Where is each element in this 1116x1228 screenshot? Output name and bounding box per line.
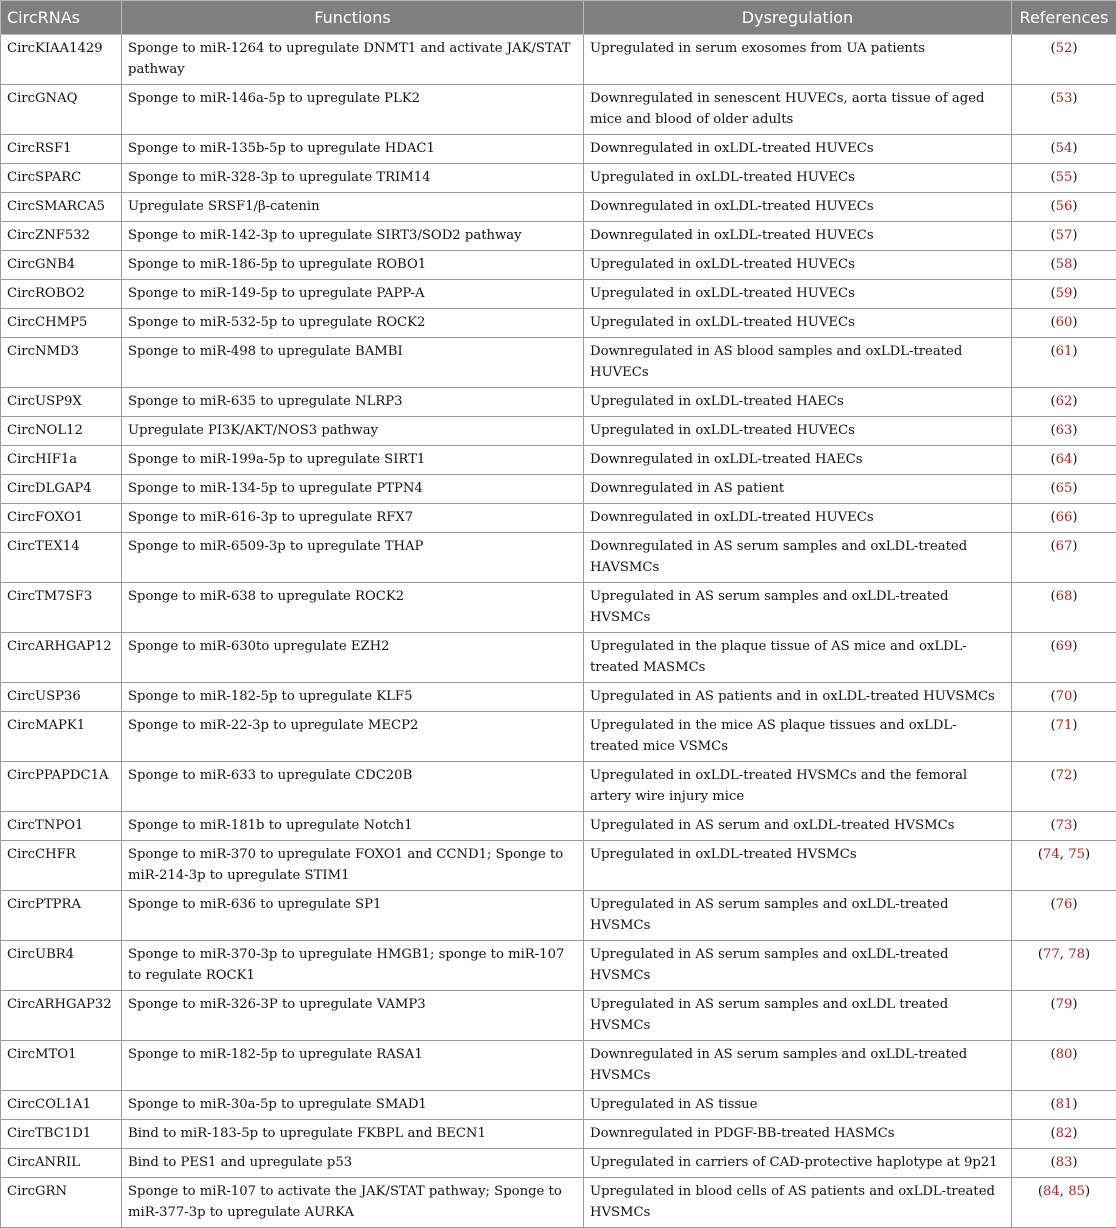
references-cell: (67) [1012, 533, 1116, 583]
reference-link[interactable]: 63 [1056, 423, 1073, 438]
circrna-name-cell: CircNOL12 [1, 417, 122, 446]
references-cell: (58) [1012, 251, 1116, 280]
table-row [1, 891, 1116, 941]
function-cell: Sponge to miR-182-5p to upregulate KLF5 [122, 683, 584, 712]
circrna-name-cell: CircCHMP5 [1, 309, 122, 338]
circrna-name-cell: CircARHGAP32 [1, 991, 122, 1041]
dysregulation-cell: Upregulated in carriers of CAD-protective haplotype at 9p21 [584, 1149, 1012, 1178]
references-cell: (63) [1012, 417, 1116, 446]
dysregulation-cell: Downregulated in senescent HUVECs, aorta tissue of aged mice and blood of older adults [584, 85, 1012, 135]
dysregulation-cell: Upregulated in serum exosomes from UA patients [584, 35, 1012, 85]
circrna-name-cell: CircPTPRA [1, 891, 122, 941]
reference-link[interactable]: 74 [1043, 847, 1060, 862]
dysregulation-cell: Upregulated in AS serum samples and oxLDL treated HVSMCs [584, 991, 1012, 1041]
reference-link[interactable]: 76 [1056, 897, 1073, 912]
function-cell: Sponge to miR-149-5p to upregulate PAPP-A [122, 280, 584, 309]
circrna-name-cell: CircUSP9X [1, 388, 122, 417]
function-cell: Upregulate PI3K/AKT/NOS3 pathway [122, 417, 584, 446]
circrna-name-cell: CircUBR4 [1, 941, 122, 991]
reference-link[interactable]: 65 [1056, 481, 1073, 496]
table-row [1, 164, 1116, 193]
reference-link[interactable]: 81 [1056, 1097, 1073, 1112]
reference-link[interactable]: 53 [1056, 91, 1073, 106]
circrna-name-cell: CircGNAQ [1, 85, 122, 135]
circrna-name-cell: CircSPARC [1, 164, 122, 193]
reference-link[interactable]: 58 [1056, 257, 1073, 272]
reference-link[interactable]: 83 [1056, 1155, 1073, 1170]
circrna-name-cell: CircTEX14 [1, 533, 122, 583]
dysregulation-cell: Upregulated in blood cells of AS patients and oxLDL-treated HVSMCs [584, 1178, 1012, 1228]
table-row [1, 222, 1116, 251]
circrna-name-cell: CircMTO1 [1, 1041, 122, 1091]
references-cell: (54) [1012, 135, 1116, 164]
references-cell: (59) [1012, 280, 1116, 309]
table-row [1, 35, 1116, 85]
dysregulation-cell: Downregulated in AS patient [584, 475, 1012, 504]
dysregulation-cell: Upregulated in AS patients and in oxLDL-treated HUVSMCs [584, 683, 1012, 712]
function-cell: Sponge to miR-186-5p to upregulate ROBO1 [122, 251, 584, 280]
table-row [1, 417, 1116, 446]
table-row [1, 991, 1116, 1041]
function-cell: Sponge to miR-498 to upregulate BAMBI [122, 338, 584, 388]
function-cell: Bind to miR-183-5p to upregulate FKBPL and BECN1 [122, 1120, 584, 1149]
reference-link[interactable]: 79 [1056, 997, 1073, 1012]
table-row [1, 251, 1116, 280]
dysregulation-cell: Downregulated in oxLDL-treated HUVECs [584, 135, 1012, 164]
references-cell: (70) [1012, 683, 1116, 712]
dysregulation-cell: Upregulated in AS tissue [584, 1091, 1012, 1120]
reference-link[interactable]: 85 [1068, 1184, 1085, 1199]
reference-link[interactable]: 66 [1056, 510, 1073, 525]
circrna-name-cell: CircFOXO1 [1, 504, 122, 533]
dysregulation-cell: Downregulated in PDGF-BB-treated HASMCs [584, 1120, 1012, 1149]
function-cell: Bind to PES1 and upregulate p53 [122, 1149, 584, 1178]
table-row [1, 1178, 1116, 1228]
reference-link[interactable]: 68 [1056, 589, 1073, 604]
circrna-name-cell: CircTBC1D1 [1, 1120, 122, 1149]
reference-link[interactable]: 84 [1043, 1184, 1060, 1199]
reference-link[interactable]: 60 [1056, 315, 1073, 330]
function-cell: Sponge to miR-370 to upregulate FOXO1 and CCND1; Sponge to miR-214-3p to upregulate STIM1 [122, 841, 584, 891]
function-cell: Upregulate SRSF1/β-catenin [122, 193, 584, 222]
function-cell: Sponge to miR-370-3p to upregulate HMGB1; sponge to miR-107 to regulate ROCK1 [122, 941, 584, 991]
dysregulation-cell: Downregulated in oxLDL-treated HUVECs [584, 504, 1012, 533]
references-cell: (84, 85) [1012, 1178, 1116, 1228]
dysregulation-cell: Downregulated in AS serum samples and oxLDL-treated HAVSMCs [584, 533, 1012, 583]
references-cell: (57) [1012, 222, 1116, 251]
function-cell: Sponge to miR-1264 to upregulate DNMT1 and activate JAK/STAT pathway [122, 35, 584, 85]
references-cell: (65) [1012, 475, 1116, 504]
references-cell: (68) [1012, 583, 1116, 633]
references-cell: (76) [1012, 891, 1116, 941]
table-row [1, 475, 1116, 504]
circrna-name-cell: CircCOL1A1 [1, 1091, 122, 1120]
function-cell: Sponge to miR-22-3p to upregulate MECP2 [122, 712, 584, 762]
dysregulation-cell: Upregulated in the plaque tissue of AS mice and oxLDL-treated MASMCs [584, 633, 1012, 683]
table-row [1, 388, 1116, 417]
reference-link[interactable]: 57 [1056, 228, 1073, 243]
references-cell: (71) [1012, 712, 1116, 762]
references-cell: (60) [1012, 309, 1116, 338]
reference-link[interactable]: 78 [1068, 947, 1085, 962]
references-cell: (80) [1012, 1041, 1116, 1091]
circrna-name-cell: CircMAPK1 [1, 712, 122, 762]
function-cell: Sponge to miR-616-3p to upregulate RFX7 [122, 504, 584, 533]
reference-link[interactable]: 52 [1056, 41, 1073, 56]
reference-link[interactable]: 69 [1056, 639, 1073, 654]
table-row [1, 712, 1116, 762]
reference-link[interactable]: 59 [1056, 286, 1073, 301]
table-row [1, 1149, 1116, 1178]
circrna-name-cell: CircUSP36 [1, 683, 122, 712]
dysregulation-cell: Upregulated in oxLDL-treated HUVECs [584, 164, 1012, 193]
table-row [1, 941, 1116, 991]
reference-link[interactable]: 55 [1056, 170, 1073, 185]
table-row [1, 1041, 1116, 1091]
reference-link[interactable]: 67 [1056, 539, 1073, 554]
function-cell: Sponge to miR-635 to upregulate NLRP3 [122, 388, 584, 417]
references-cell: (56) [1012, 193, 1116, 222]
references-cell: (69) [1012, 633, 1116, 683]
function-cell: Sponge to miR-146a-5p to upregulate PLK2 [122, 85, 584, 135]
reference-link[interactable]: 82 [1056, 1126, 1073, 1141]
table-row [1, 683, 1116, 712]
table-row [1, 762, 1116, 812]
function-cell: Sponge to miR-182-5p to upregulate RASA1 [122, 1041, 584, 1091]
circrna-name-cell: CircROBO2 [1, 280, 122, 309]
table-row [1, 1120, 1116, 1149]
table-header [1, 1, 1116, 35]
dysregulation-cell: Upregulated in oxLDL-treated HAECs [584, 388, 1012, 417]
circrna-name-cell: CircARHGAP12 [1, 633, 122, 683]
references-cell: (64) [1012, 446, 1116, 475]
circrna-name-cell: CircNMD3 [1, 338, 122, 388]
circrna-name-cell: CircCHFR [1, 841, 122, 891]
header-row [1, 1, 1116, 35]
dysregulation-cell: Upregulated in oxLDL-treated HUVECs [584, 309, 1012, 338]
function-cell: Sponge to miR-532-5p to upregulate ROCK2 [122, 309, 584, 338]
header-functions: Functions [122, 1, 584, 35]
function-cell: Sponge to miR-6509-3p to upregulate THAP [122, 533, 584, 583]
dysregulation-cell: Upregulated in AS serum and oxLDL-treated HVSMCs [584, 812, 1012, 841]
table-row [1, 338, 1116, 388]
references-cell: (52) [1012, 35, 1116, 85]
references-cell: (55) [1012, 164, 1116, 193]
dysregulation-cell: Upregulated in AS serum samples and oxLDL-treated HVSMCs [584, 583, 1012, 633]
function-cell: Sponge to miR-633 to upregulate CDC20B [122, 762, 584, 812]
function-cell: Sponge to miR-30a-5p to upregulate SMAD1 [122, 1091, 584, 1120]
reference-link[interactable]: 80 [1056, 1047, 1073, 1062]
function-cell: Sponge to miR-199a-5p to upregulate SIRT1 [122, 446, 584, 475]
references-cell: (74, 75) [1012, 841, 1116, 891]
table-row [1, 193, 1116, 222]
circrna-name-cell: CircPPAPDC1A [1, 762, 122, 812]
dysregulation-cell: Upregulated in the mice AS plaque tissues and oxLDL-treated mice VSMCs [584, 712, 1012, 762]
reference-link[interactable]: 70 [1056, 689, 1073, 704]
table-body [1, 35, 1116, 1228]
table-row [1, 280, 1116, 309]
references-cell: (79) [1012, 991, 1116, 1041]
references-cell: (81) [1012, 1091, 1116, 1120]
header-dysregulation: Dysregulation [584, 1, 1012, 35]
circrna-name-cell: CircDLGAP4 [1, 475, 122, 504]
table-row [1, 1091, 1116, 1120]
table-row [1, 309, 1116, 338]
function-cell: Sponge to miR-135b-5p to upregulate HDAC1 [122, 135, 584, 164]
references-cell: (72) [1012, 762, 1116, 812]
dysregulation-cell: Upregulated in oxLDL-treated HUVECs [584, 251, 1012, 280]
table-row [1, 583, 1116, 633]
dysregulation-cell: Downregulated in oxLDL-treated HAECs [584, 446, 1012, 475]
circrna-name-cell: CircHIF1a [1, 446, 122, 475]
circrna-name-cell: CircGNB4 [1, 251, 122, 280]
references-cell: (83) [1012, 1149, 1116, 1178]
circrna-name-cell: CircANRIL [1, 1149, 122, 1178]
references-cell: (73) [1012, 812, 1116, 841]
dysregulation-cell: Upregulated in oxLDL-treated HUVECs [584, 280, 1012, 309]
reference-link[interactable]: 61 [1056, 344, 1073, 359]
circrna-name-cell: CircKIAA1429 [1, 35, 122, 85]
circrna-name-cell: CircRSF1 [1, 135, 122, 164]
dysregulation-cell: Downregulated in oxLDL-treated HUVECs [584, 193, 1012, 222]
reference-link[interactable]: 72 [1056, 768, 1073, 783]
dysregulation-cell: Upregulated in oxLDL-treated HVSMCs [584, 841, 1012, 891]
table-row [1, 533, 1116, 583]
reference-link[interactable]: 56 [1056, 199, 1073, 214]
dysregulation-cell: Upregulated in oxLDL-treated HUVECs [584, 417, 1012, 446]
table-row [1, 85, 1116, 135]
reference-link[interactable]: 73 [1056, 818, 1073, 833]
table-row [1, 633, 1116, 683]
table-row [1, 135, 1116, 164]
circrna-name-cell: CircTNPO1 [1, 812, 122, 841]
reference-link[interactable]: 75 [1068, 847, 1085, 862]
references-cell: (66) [1012, 504, 1116, 533]
function-cell: Sponge to miR-638 to upregulate ROCK2 [122, 583, 584, 633]
dysregulation-cell: Upregulated in oxLDL-treated HVSMCs and the femoral artery wire injury mice [584, 762, 1012, 812]
dysregulation-cell: Upregulated in AS serum samples and oxLDL-treated HVSMCs [584, 891, 1012, 941]
references-cell: (82) [1012, 1120, 1116, 1149]
dysregulation-cell: Downregulated in oxLDL-treated HUVECs [584, 222, 1012, 251]
circrna-name-cell: CircSMARCA5 [1, 193, 122, 222]
function-cell: Sponge to miR-630to upregulate EZH2 [122, 633, 584, 683]
circrna-name-cell: CircGRN [1, 1178, 122, 1228]
function-cell: Sponge to miR-134-5p to upregulate PTPN4 [122, 475, 584, 504]
function-cell: Sponge to miR-107 to activate the JAK/STAT pathway; Sponge to miR-377-3p to upregulate AURKA [122, 1178, 584, 1228]
reference-link[interactable]: 54 [1056, 141, 1073, 156]
reference-link[interactable]: 77 [1043, 947, 1060, 962]
function-cell: Sponge to miR-181b to upregulate Notch1 [122, 812, 584, 841]
circrna-name-cell: CircTM7SF3 [1, 583, 122, 633]
dysregulation-cell: Downregulated in AS serum samples and oxLDL-treated HVSMCs [584, 1041, 1012, 1091]
reference-link[interactable]: 71 [1056, 718, 1073, 733]
function-cell: Sponge to miR-326-3P to upregulate VAMP3 [122, 991, 584, 1041]
header-circrnas: CircRNAs [1, 1, 122, 35]
references-cell: (77, 78) [1012, 941, 1116, 991]
reference-link[interactable]: 64 [1056, 452, 1073, 467]
circrna-name-cell: CircZNF532 [1, 222, 122, 251]
table-row [1, 504, 1116, 533]
table-row [1, 446, 1116, 475]
function-cell: Sponge to miR-142-3p to upregulate SIRT3/SOD2 pathway [122, 222, 584, 251]
references-cell: (61) [1012, 338, 1116, 388]
references-cell: (62) [1012, 388, 1116, 417]
header-references: References [1012, 1, 1116, 35]
dysregulation-cell: Downregulated in AS blood samples and oxLDL-treated HUVECs [584, 338, 1012, 388]
table-row [1, 841, 1116, 891]
dysregulation-cell: Upregulated in AS serum samples and oxLDL-treated HVSMCs [584, 941, 1012, 991]
references-cell: (53) [1012, 85, 1116, 135]
table-row [1, 812, 1116, 841]
function-cell: Sponge to miR-328-3p to upregulate TRIM14 [122, 164, 584, 193]
function-cell: Sponge to miR-636 to upregulate SP1 [122, 891, 584, 941]
reference-link[interactable]: 62 [1056, 394, 1073, 409]
